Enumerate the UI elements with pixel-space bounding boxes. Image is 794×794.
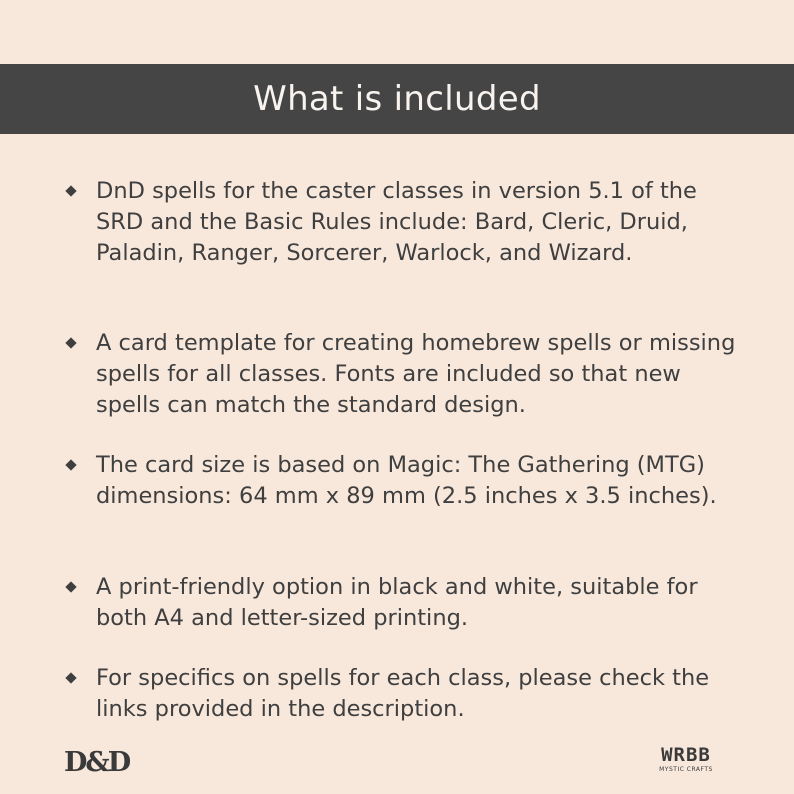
list-item-text: DnD spells for the caster classes in version 5.1 of the SRD and the Basic Rules include: Bard, Cleric, Druid, Paladin, Ranger, Sorcerer, Warlock, and Wizard. [96, 178, 697, 266]
header-bar [0, 64, 794, 134]
brand-name: MYSTIC CRAFTS [659, 766, 713, 773]
diamond-bullet-icon [65, 672, 76, 683]
list-item-text: The card size is based on Magic: The Gathering (MTG) dimensions: 64 mm x 89 mm (2.5 inches x 3.5 inches). [96, 452, 717, 509]
list-item-text: A print-friendly option in black and white, suitable for both A4 and letter-sized printing. [96, 574, 698, 631]
diamond-bullet-icon [65, 337, 76, 348]
diamond-bullet-icon [65, 459, 76, 470]
dnd-logo: D&D [64, 747, 130, 778]
list-item-text: For specifics on spells for each class, please check the links provided in the description. [96, 665, 710, 722]
brand-mark: WRBB [661, 744, 711, 766]
diamond-bullet-icon [65, 581, 76, 592]
page-title: What is included [253, 79, 541, 119]
mystic-crafts-logo [640, 744, 732, 774]
diamond-bullet-icon [65, 185, 76, 196]
list-item-text: A card template for creating homebrew spells or missing spells for all classes. Fonts are included so that new spells can match the standard design. [96, 330, 736, 418]
